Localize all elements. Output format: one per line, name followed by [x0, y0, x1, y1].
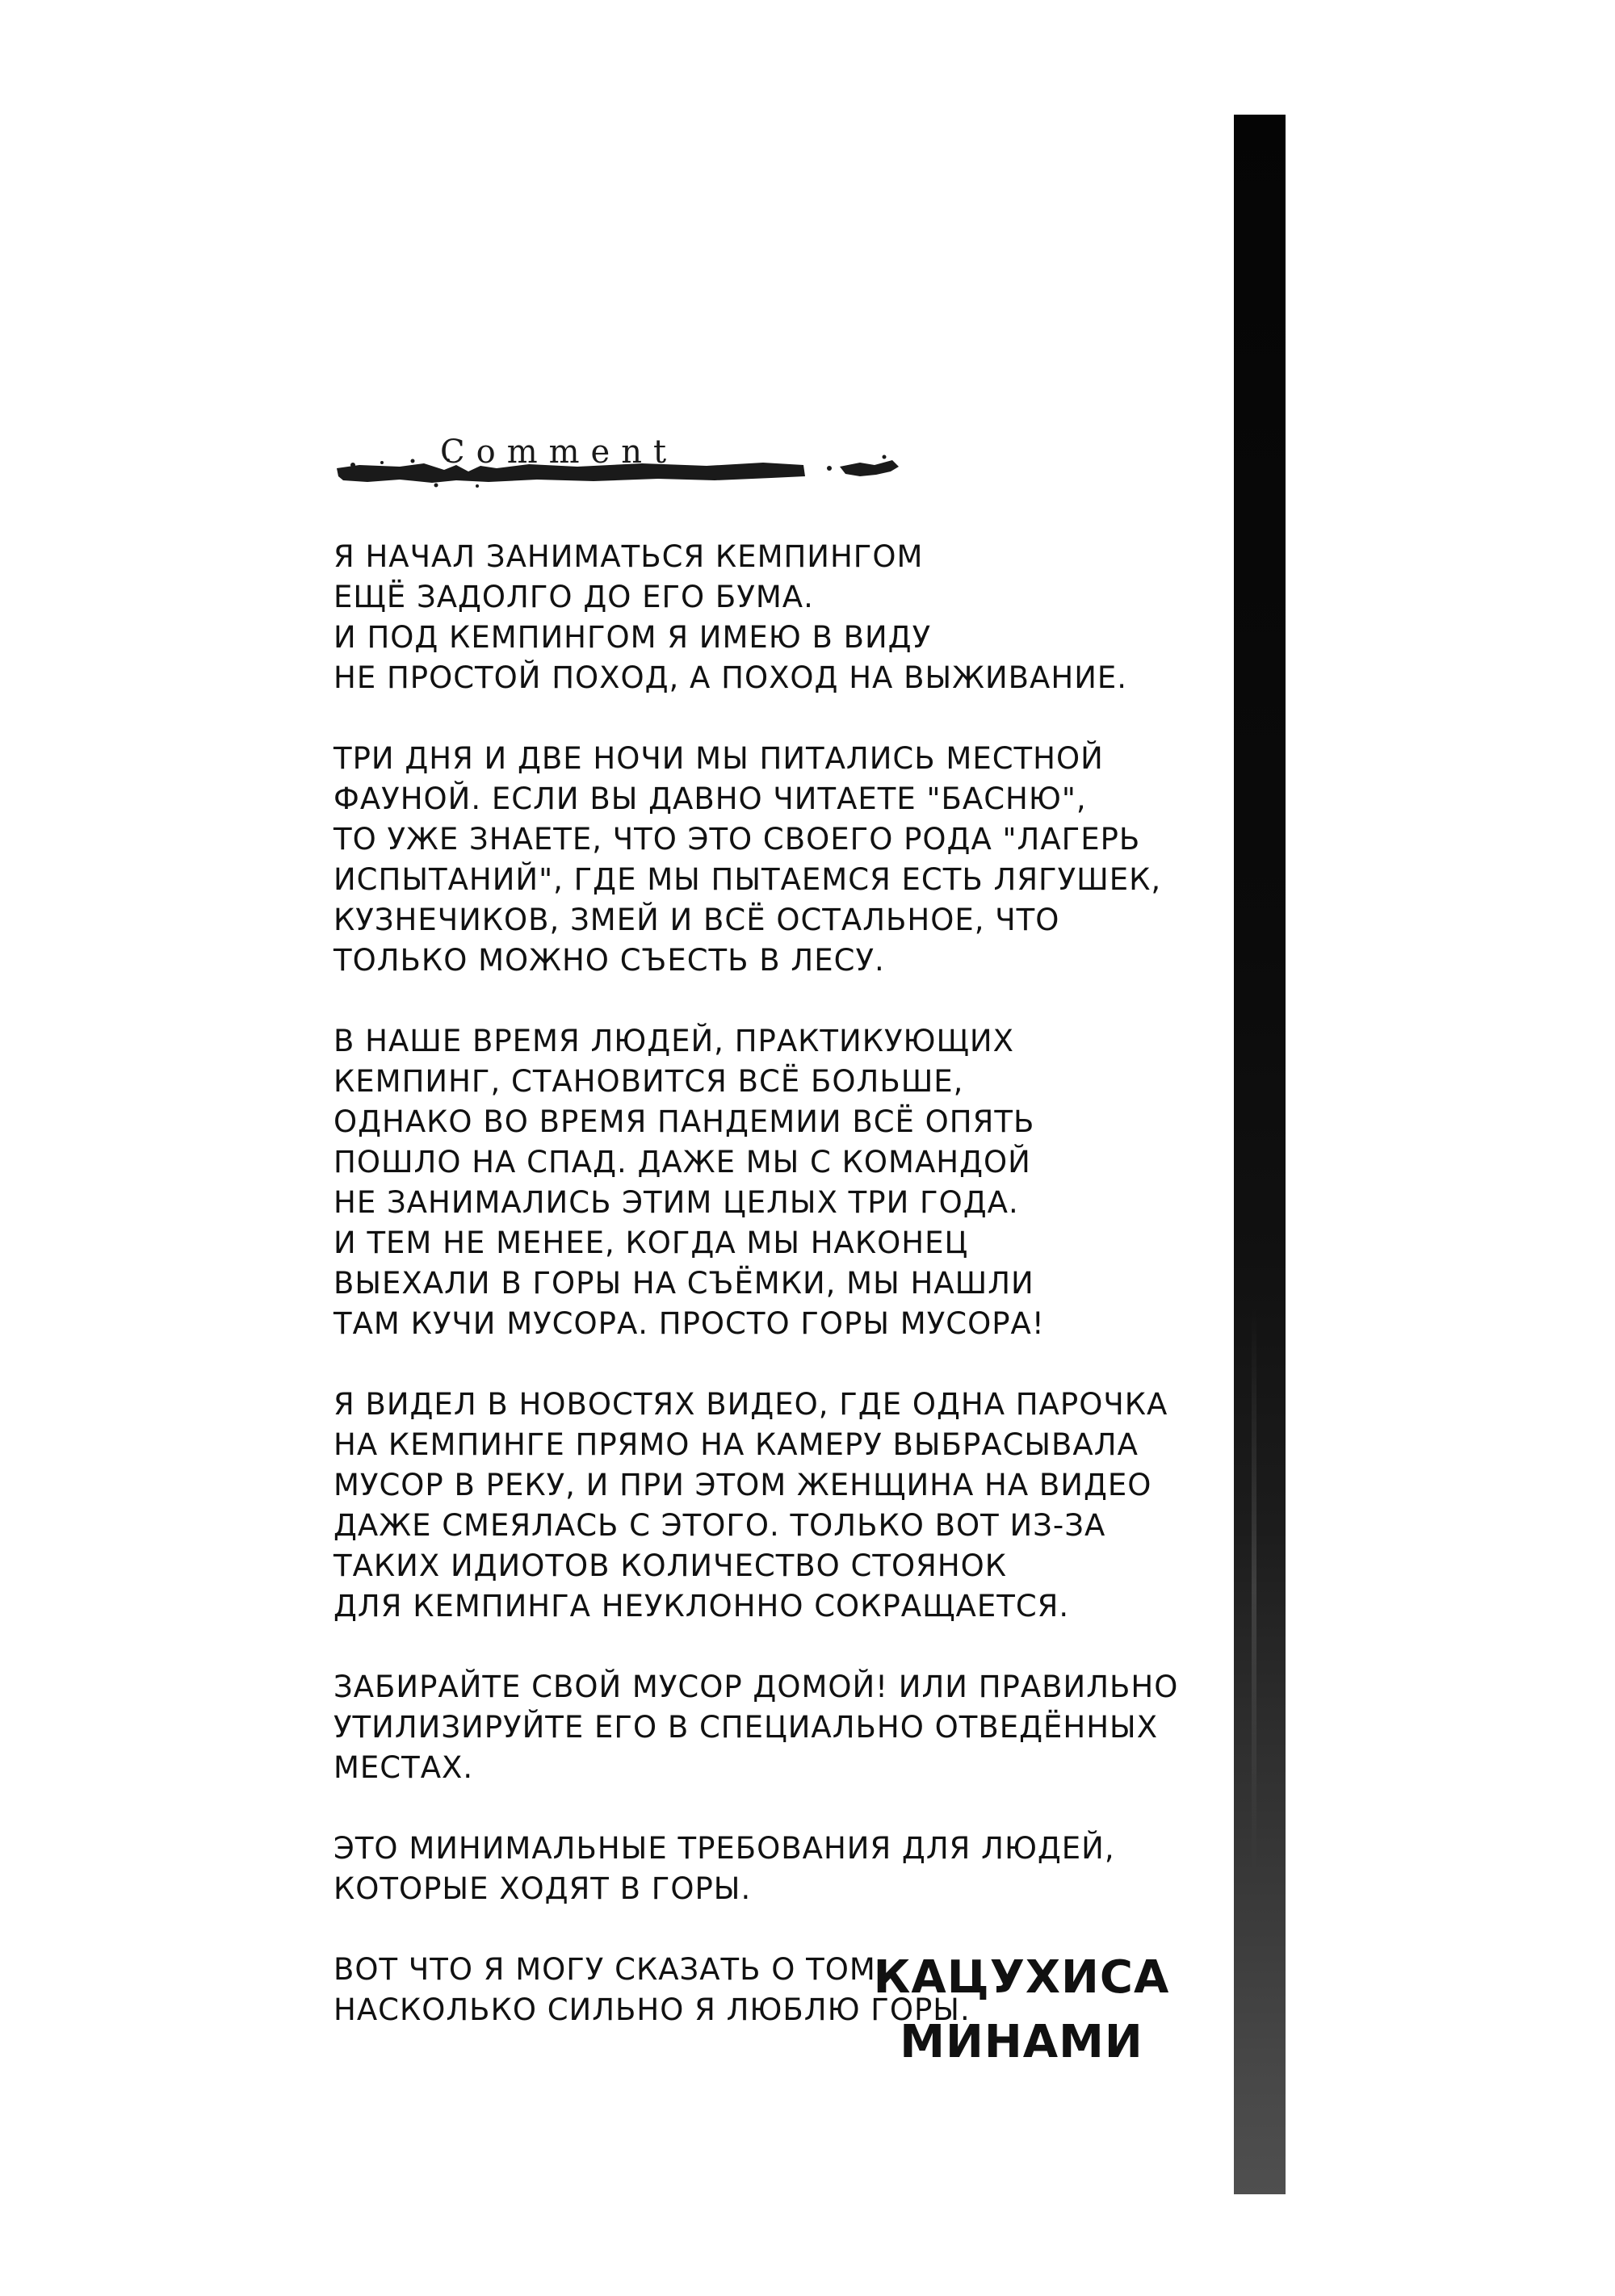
- paragraph-1: [333, 537, 1206, 698]
- comment-body: [333, 537, 1206, 2071]
- text-line: И ПОД КЕМПИНГОМ Я ИМЕЮ В ВИДУ: [333, 620, 932, 655]
- text-line: ЕЩЁ ЗАДОЛГО ДО ЕГО БУМА.: [333, 580, 814, 614]
- text-line: КЕМПИНГ, СТАНОВИТСЯ ВСЁ БОЛЬШЕ,: [333, 1064, 964, 1099]
- comment-header: [335, 436, 900, 492]
- text-line: НЕ ПРОСТОЙ ПОХОД, А ПОХОД НА ВЫЖИВАНИЕ.: [333, 660, 1128, 695]
- text-line: ДЛЯ КЕМПИНГА НЕУКЛОННО СОКРАЩАЕТСЯ.: [333, 1589, 1070, 1624]
- author-last-name: МИНАМИ: [900, 2016, 1143, 2068]
- text-line: ТАМ КУЧИ МУСОРА. ПРОСТО ГОРЫ МУСОРА!: [333, 1306, 1045, 1341]
- text-line: ЗАБИРАЙТЕ СВОЙ МУСОР ДОМОЙ! ИЛИ ПРАВИЛЬНО: [333, 1670, 1179, 1704]
- paragraph-4: [333, 1385, 1206, 1627]
- side-bar-highlight: [1252, 1308, 1256, 1873]
- text-line: УТИЛИЗИРУЙТЕ ЕГО В СПЕЦИАЛЬНО ОТВЕДЁННЫХ: [333, 1710, 1159, 1745]
- text-line: НАСКОЛЬКО СИЛЬНО Я ЛЮБЛЮ ГОРЫ.: [333, 1992, 971, 2027]
- text-line: НА КЕМПИНГЕ ПРЯМО НА КАМЕРУ ВЫБРАСЫВАЛА: [333, 1427, 1139, 1462]
- text-line: И ТЕМ НЕ МЕНЕЕ, КОГДА МЫ НАКОНЕЦ: [333, 1226, 969, 1260]
- text-line: ДАЖЕ СМЕЯЛАСЬ С ЭТОГО. ТОЛЬКО ВОТ ИЗ-ЗА: [333, 1508, 1106, 1543]
- text-line: МУСОР В РЕКУ, И ПРИ ЭТОМ ЖЕНЩИНА НА ВИДЕО: [333, 1468, 1152, 1502]
- text-line: ТО УЖЕ ЗНАЕТЕ, ЧТО ЭТО СВОЕГО РОДА "ЛАГЕРЬ: [333, 822, 1141, 857]
- text-line: ТРИ ДНЯ И ДВЕ НОЧИ МЫ ПИТАЛИСЬ МЕСТНОЙ: [333, 741, 1104, 776]
- text-line: ТАКИХ ИДИОТОВ КОЛИЧЕСТВО СТОЯНОК: [333, 1548, 1008, 1583]
- text-line: МЕСТАХ.: [333, 1750, 474, 1785]
- paragraph-5: [333, 1667, 1206, 1788]
- paragraph-2: [333, 739, 1206, 981]
- text-line: ЭТО МИНИМАЛЬНЫЕ ТРЕБОВАНИЯ ДЛЯ ЛЮДЕЙ,: [333, 1831, 1115, 1866]
- text-line: Я ВИДЕЛ В НОВОСТЯХ ВИДЕО, ГДЕ ОДНА ПАРОЧКА: [333, 1387, 1168, 1422]
- text-line: ВЫЕХАЛИ В ГОРЫ НА СЪЁМКИ, МЫ НАШЛИ: [333, 1266, 1034, 1301]
- comment-label: Comment: [440, 434, 678, 471]
- text-line: ОДНАКО ВО ВРЕМЯ ПАНДЕМИИ ВСЁ ОПЯТЬ: [333, 1104, 1035, 1139]
- paragraph-6: [333, 1829, 1206, 1909]
- author-first-name: КАЦУХИСА: [873, 1951, 1170, 2004]
- text-line: КУЗНЕЧИКОВ, ЗМЕЙ И ВСЁ ОСТАЛЬНОЕ, ЧТО: [333, 903, 1060, 937]
- decorative-side-bar: [1234, 115, 1286, 2194]
- text-line: Я НАЧАЛ ЗАНИМАТЬСЯ КЕМПИНГОМ: [333, 539, 924, 574]
- text-line: ФАУНОЙ. ЕСЛИ ВЫ ДАВНО ЧИТАЕТЕ "БАСНЮ",: [333, 781, 1087, 816]
- text-line: В НАШЕ ВРЕМЯ ЛЮДЕЙ, ПРАКТИКУЮЩИХ: [333, 1024, 1014, 1058]
- text-line: ПОШЛО НА СПАД. ДАЖЕ МЫ С КОМАНДОЙ: [333, 1145, 1031, 1179]
- text-line: ТОЛЬКО МОЖНО СЪЕСТЬ В ЛЕСУ.: [333, 943, 885, 978]
- text-line: НЕ ЗАНИМАЛИСЬ ЭТИМ ЦЕЛЫХ ТРИ ГОДА.: [333, 1185, 1019, 1220]
- text-line: ИСПЫТАНИЙ", ГДЕ МЫ ПЫТАЕМСЯ ЕСТЬ ЛЯГУШЕК,: [333, 862, 1162, 897]
- author-signature: [872, 1946, 1171, 2075]
- text-line: ВОТ ЧТО Я МОГУ СКАЗАТЬ О ТОМ,: [333, 1952, 887, 1987]
- paragraph-3: [333, 1021, 1206, 1344]
- text-line: КОТОРЫЕ ХОДЯТ В ГОРЫ.: [333, 1871, 752, 1906]
